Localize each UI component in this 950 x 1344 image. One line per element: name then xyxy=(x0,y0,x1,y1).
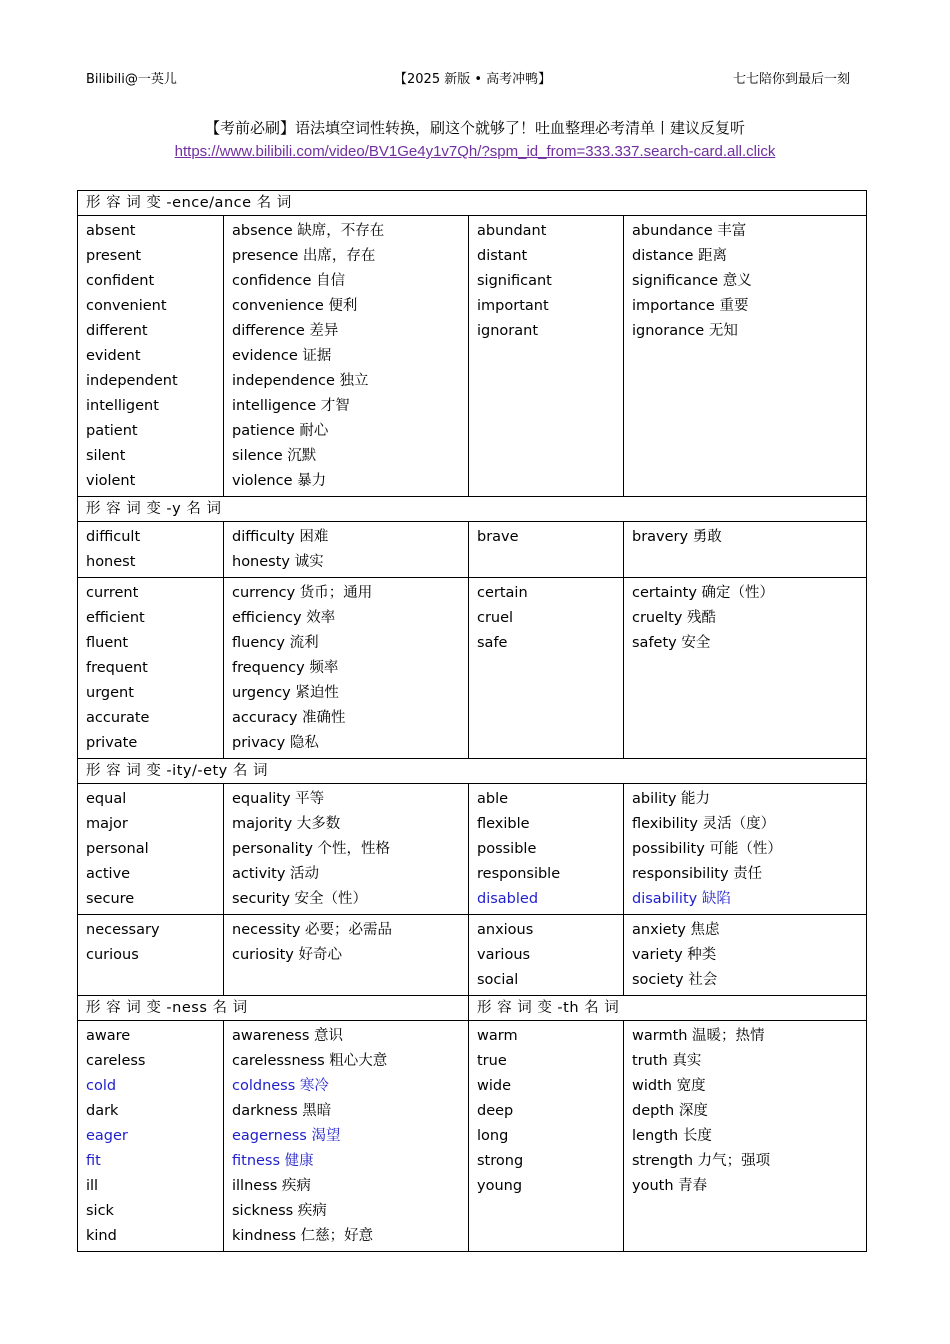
adjective: secure xyxy=(86,891,135,907)
noun-with-meaning: anxiety 焦虑 xyxy=(632,922,720,938)
noun-with-meaning: activity 活动 xyxy=(232,866,320,882)
noun-with-meaning: sickness 疾病 xyxy=(232,1203,327,1219)
noun-with-meaning: variety 种类 xyxy=(632,947,717,963)
noun-with-meaning: presence 出席，存在 xyxy=(232,248,376,264)
noun-with-meaning: significance 意义 xyxy=(632,273,752,289)
adjective: fluent xyxy=(86,635,129,651)
adjective: independent xyxy=(86,373,178,389)
noun-with-meaning: independence 独立 xyxy=(232,373,369,389)
adjective: kind xyxy=(86,1228,117,1244)
noun-with-meaning: flexibility 灵活（度） xyxy=(632,816,776,832)
adjective: dark xyxy=(86,1103,119,1119)
adjective: young xyxy=(477,1178,523,1194)
noun-column xyxy=(624,578,867,759)
noun-column xyxy=(624,522,867,578)
word-group-row xyxy=(78,915,867,996)
noun-with-meaning-highlighted: coldness 寒冷 xyxy=(232,1078,329,1094)
noun-with-meaning: intelligence 才智 xyxy=(232,398,350,414)
adjective: distant xyxy=(477,248,528,264)
adjective: accurate xyxy=(86,710,150,726)
noun-with-meaning: evidence 证据 xyxy=(232,348,332,364)
document-title: 【考前必刷】语法填空词性转换，刷这个就够了！吐血整理必考清单丨建议反复听 xyxy=(204,119,745,137)
noun-with-meaning: truth 真实 xyxy=(632,1053,702,1069)
noun-with-meaning: certainty 确定（性） xyxy=(632,585,775,601)
noun-with-meaning: urgency 紧迫性 xyxy=(232,685,339,701)
adjective: absent xyxy=(86,223,136,239)
noun-with-meaning: illness 疾病 xyxy=(232,1178,311,1194)
noun-with-meaning: security 安全（性） xyxy=(232,891,368,907)
adjective: present xyxy=(86,248,142,264)
noun-with-meaning: silence 沉默 xyxy=(232,448,317,464)
noun-column xyxy=(224,216,469,497)
adjective: deep xyxy=(477,1103,514,1119)
section-heading-row xyxy=(78,759,867,784)
noun-with-meaning: depth 深度 xyxy=(632,1103,708,1119)
noun-with-meaning: bravery 勇敢 xyxy=(632,529,722,545)
section-heading: 形 容 词 变 -ity/-ety 名 词 xyxy=(78,759,867,784)
adjective: silent xyxy=(86,448,126,464)
noun-with-meaning: awareness 意识 xyxy=(232,1028,344,1044)
adjective-column xyxy=(469,522,624,578)
adjective-highlighted: disabled xyxy=(477,891,539,907)
noun-with-meaning: honesty 诚实 xyxy=(232,554,324,570)
adjective: safe xyxy=(477,635,508,651)
section-heading-row xyxy=(78,996,867,1021)
noun-with-meaning: cruelty 残酷 xyxy=(632,610,716,626)
adjective: efficient xyxy=(86,610,145,626)
noun-with-meaning: efficiency 效率 xyxy=(232,610,336,626)
adjective-column xyxy=(78,522,224,578)
word-group-row xyxy=(78,522,867,578)
adjective: honest xyxy=(86,554,136,570)
noun-column xyxy=(624,1021,867,1252)
noun-with-meaning: kindness 仁慈；好意 xyxy=(232,1228,374,1244)
adjective-column xyxy=(78,784,224,915)
adjective: able xyxy=(477,791,509,807)
adjective: violent xyxy=(86,473,136,489)
adjective: patient xyxy=(86,423,138,439)
adjective: abundant xyxy=(477,223,547,239)
header-center-text: 【2025 新版 • 高考冲鸭】 xyxy=(394,72,552,87)
section-heading-row xyxy=(78,497,867,522)
noun-with-meaning: privacy 隐私 xyxy=(232,735,319,751)
adjective-column xyxy=(78,1021,224,1252)
video-link[interactable]: https://www.bilibili.com/video/BV1Ge4y1v7Qh/?spm_id_from=333.337.search-card.all.click xyxy=(174,143,776,160)
noun-with-meaning: personality 个性，性格 xyxy=(232,841,391,857)
noun-with-meaning: carelessness 粗心大意 xyxy=(232,1053,388,1069)
adjective: certain xyxy=(477,585,528,601)
adjective: major xyxy=(86,816,128,832)
adjective-column xyxy=(469,578,624,759)
noun-with-meaning: warmth 温暖；热情 xyxy=(632,1028,765,1044)
word-group-row xyxy=(78,784,867,915)
noun-with-meaning: difference 差异 xyxy=(232,323,339,339)
noun-with-meaning: length 长度 xyxy=(632,1128,712,1144)
adjective-highlighted: cold xyxy=(86,1078,117,1094)
word-group-row xyxy=(78,216,867,497)
adjective: confident xyxy=(86,273,155,289)
adjective: necessary xyxy=(86,922,160,938)
adjective: true xyxy=(477,1053,507,1069)
noun-column xyxy=(224,915,469,996)
noun-column xyxy=(624,915,867,996)
adjective-column xyxy=(78,216,224,497)
noun-with-meaning: width 宽度 xyxy=(632,1078,706,1094)
noun-with-meaning: youth 青春 xyxy=(632,1178,708,1194)
section-heading: 形 容 词 变 -y 名 词 xyxy=(78,497,867,522)
word-group-row xyxy=(78,578,867,759)
noun-with-meaning: convenience 便利 xyxy=(232,298,358,314)
section-heading-left: 形 容 词 变 -ness 名 词 xyxy=(78,996,469,1021)
adjective: significant xyxy=(477,273,552,289)
adjective-column xyxy=(78,915,224,996)
adjective: urgent xyxy=(86,685,134,701)
adjective-highlighted: fit xyxy=(86,1153,101,1169)
adjective: wide xyxy=(477,1078,512,1094)
noun-with-meaning: frequency 频率 xyxy=(232,660,339,676)
adjective: ignorant xyxy=(477,323,539,339)
page-header xyxy=(86,68,850,90)
adjective: difficult xyxy=(86,529,141,545)
adjective-column xyxy=(469,915,624,996)
adjective: active xyxy=(86,866,131,882)
noun-column xyxy=(224,784,469,915)
adjective: cruel xyxy=(477,610,514,626)
noun-with-meaning-highlighted: fitness 健康 xyxy=(232,1153,314,1169)
adjective: convenient xyxy=(86,298,167,314)
adjective: warm xyxy=(477,1028,518,1044)
adjective-column xyxy=(469,216,624,497)
section-heading-right: 形 容 词 变 -th 名 词 xyxy=(469,996,867,1021)
adjective: social xyxy=(477,972,519,988)
noun-column xyxy=(224,522,469,578)
noun-column xyxy=(224,578,469,759)
adjective: aware xyxy=(86,1028,131,1044)
noun-column xyxy=(624,784,867,915)
noun-with-meaning: necessity 必要；必需品 xyxy=(232,922,393,938)
noun-with-meaning-highlighted: eagerness 渴望 xyxy=(232,1128,341,1144)
noun-with-meaning: safety 安全 xyxy=(632,635,711,651)
word-group-row xyxy=(78,1021,867,1252)
noun-with-meaning: patience 耐心 xyxy=(232,423,329,439)
adjective: anxious xyxy=(477,922,534,938)
adjective: curious xyxy=(86,947,139,963)
noun-with-meaning: ignorance 无知 xyxy=(632,323,738,339)
adjective: long xyxy=(477,1128,509,1144)
noun-with-meaning: abundance 丰富 xyxy=(632,223,747,239)
adjective: equal xyxy=(86,791,127,807)
adjective: sick xyxy=(86,1203,114,1219)
adjective: strong xyxy=(477,1153,524,1169)
noun-with-meaning: distance 距离 xyxy=(632,248,728,264)
section-heading-row xyxy=(78,191,867,216)
noun-with-meaning: currency 货币；通用 xyxy=(232,585,373,601)
noun-with-meaning: violence 暴力 xyxy=(232,473,327,489)
noun-with-meaning: curiosity 好奇心 xyxy=(232,947,342,963)
noun-with-meaning: darkness 黑暗 xyxy=(232,1103,332,1119)
noun-with-meaning: fluency 流利 xyxy=(232,635,319,651)
header-left-text: Bilibili@一英儿 xyxy=(86,72,177,87)
adjective: evident xyxy=(86,348,141,364)
adjective: current xyxy=(86,585,139,601)
noun-column xyxy=(224,1021,469,1252)
adjective: various xyxy=(477,947,531,963)
adjective-column xyxy=(78,578,224,759)
noun-with-meaning: confidence 自信 xyxy=(232,273,345,289)
adjective: private xyxy=(86,735,138,751)
noun-with-meaning: possibility 可能（性） xyxy=(632,841,782,857)
noun-with-meaning: difficulty 困难 xyxy=(232,529,329,545)
adjective: different xyxy=(86,323,148,339)
adjective: intelligent xyxy=(86,398,159,414)
adjective: personal xyxy=(86,841,149,857)
noun-column xyxy=(624,216,867,497)
adjective: frequent xyxy=(86,660,148,676)
adjective-column xyxy=(469,784,624,915)
adjective: flexible xyxy=(477,816,530,832)
noun-with-meaning: majority 大多数 xyxy=(232,816,341,832)
adjective: possible xyxy=(477,841,537,857)
noun-with-meaning: ability 能力 xyxy=(632,791,711,807)
noun-with-meaning: accuracy 准确性 xyxy=(232,710,346,726)
noun-with-meaning: equality 平等 xyxy=(232,791,325,807)
noun-with-meaning: absence 缺席，不存在 xyxy=(232,223,385,239)
noun-with-meaning: strength 力气；强项 xyxy=(632,1153,771,1169)
noun-with-meaning-highlighted: disability 缺陷 xyxy=(632,891,731,907)
vocabulary-table xyxy=(77,190,867,1252)
adjective: important xyxy=(477,298,549,314)
adjective: careless xyxy=(86,1053,146,1069)
adjective: brave xyxy=(477,529,519,545)
adjective: ill xyxy=(86,1178,99,1194)
adjective-highlighted: eager xyxy=(86,1128,128,1144)
noun-with-meaning: importance 重要 xyxy=(632,298,749,314)
section-heading: 形 容 词 变 -ence/ance 名 词 xyxy=(78,191,867,216)
noun-with-meaning: society 社会 xyxy=(632,972,718,988)
adjective: responsible xyxy=(477,866,561,882)
adjective-column xyxy=(469,1021,624,1252)
header-right-text: 七七陪你到最后一刻 xyxy=(732,72,850,87)
noun-with-meaning: responsibility 责任 xyxy=(632,866,763,882)
